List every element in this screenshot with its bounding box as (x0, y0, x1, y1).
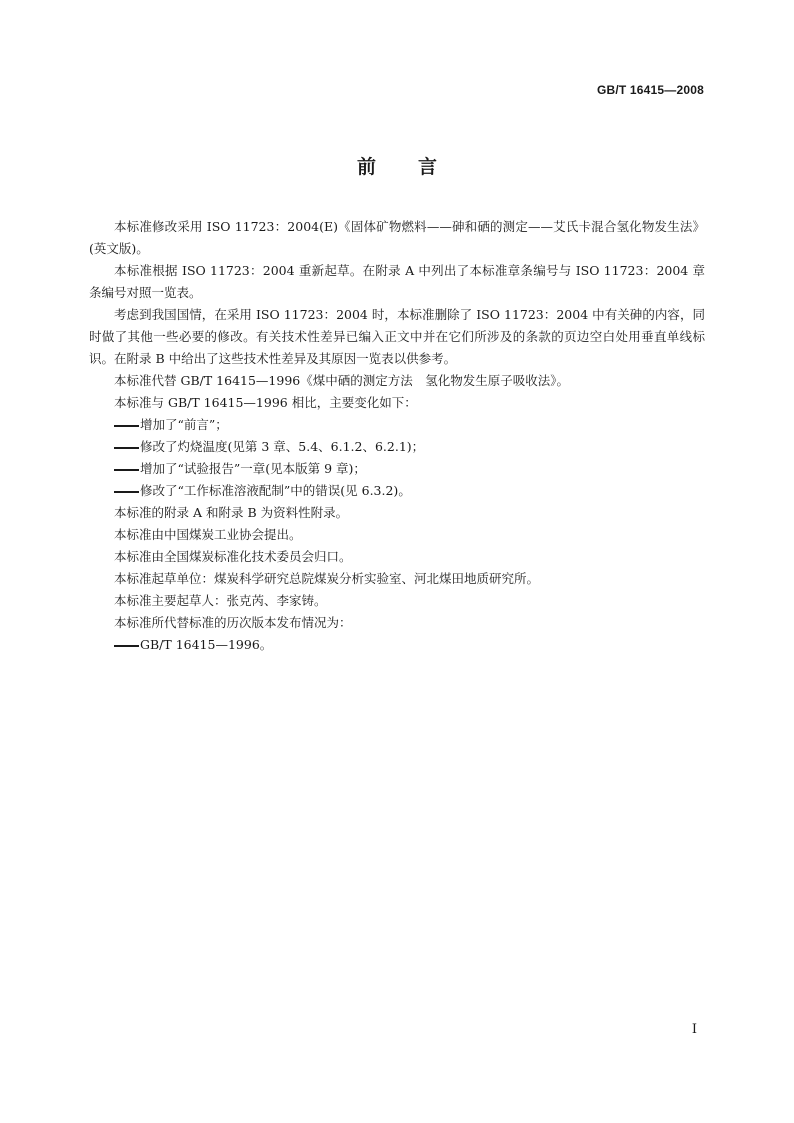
document-body (89, 216, 705, 656)
paragraph: 本标准代替 GB/T 16415—1996《煤中硒的测定方法 氢化物发生原子吸收法》。 (114, 373, 569, 388)
list-item-text: GB/T 16415—1996。 (140, 637, 273, 652)
list-item-text: 修改了“工作标准溶液配制”中的错误(见 6.3.2)。 (140, 483, 411, 498)
page-number: I (691, 1022, 697, 1037)
paragraph: 本标准根据 ISO 11723：2004 重新起草。在附录 A 中列出了本标准章条编号与 ISO 11723：2004 章条编号对照一览表。 (89, 263, 705, 300)
paragraph: 本标准与 GB/T 16415—1996 相比，主要变化如下： (114, 395, 417, 410)
list-item-text: 增加了“前言”； (140, 417, 228, 432)
paragraph: 本标准的附录 A 和附录 B 为资料性附录。 (114, 505, 349, 520)
paragraph: 本标准主要起草人：张克芮、李家铸。 (114, 593, 327, 608)
paragraph: 本标准由全国煤炭标准化技术委员会归口。 (114, 549, 352, 564)
list-item (89, 634, 705, 656)
list-item-text: 修改了灼烧温度(见第 3 章、5.4、6.1.2、6.2.1)； (140, 439, 425, 454)
paragraph: 本标准由中国煤炭工业协会提出。 (114, 527, 302, 542)
dash-mark (114, 425, 139, 427)
standard-code: GB/T 16415—2008 (596, 83, 704, 97)
title-char-1: 前 (356, 156, 376, 178)
list-item (89, 436, 705, 458)
dash-mark (114, 469, 139, 471)
dash-mark (114, 645, 139, 647)
list-item (89, 458, 705, 480)
paragraph: 本标准起草单位：煤炭科学研究总院煤炭分析实验室、河北煤田地质研究所。 (114, 571, 540, 586)
list-item (89, 414, 705, 436)
dash-mark (114, 491, 139, 493)
paragraph: 本标准修改采用 ISO 11723：2004(E)《固体矿物燃料——砷和硒的测定——艾氏卡混合氢化物发生法》(英文版)。 (89, 219, 705, 256)
dash-mark (114, 447, 139, 449)
title-char-2: 言 (418, 156, 438, 178)
list-item (89, 480, 705, 502)
paragraph: 考虑到我国国情，在采用 ISO 11723：2004 时，本标准删除了 ISO 11723：2004 中有关砷的内容，同时做了其他一些必要的修改。有关技术性差异已编入正文中并在它们所涉及的条款的页边空白处用垂直单线标识。在附录 B 中给出了这些技术性差异及其原因一览表以供参考。 (89, 307, 705, 366)
list-item-text: 增加了“试验报告”一章(见本版第 9 章)； (140, 461, 366, 476)
page-title (0, 152, 794, 179)
paragraph: 本标准所代替标准的历次版本发布情况为： (114, 615, 352, 630)
